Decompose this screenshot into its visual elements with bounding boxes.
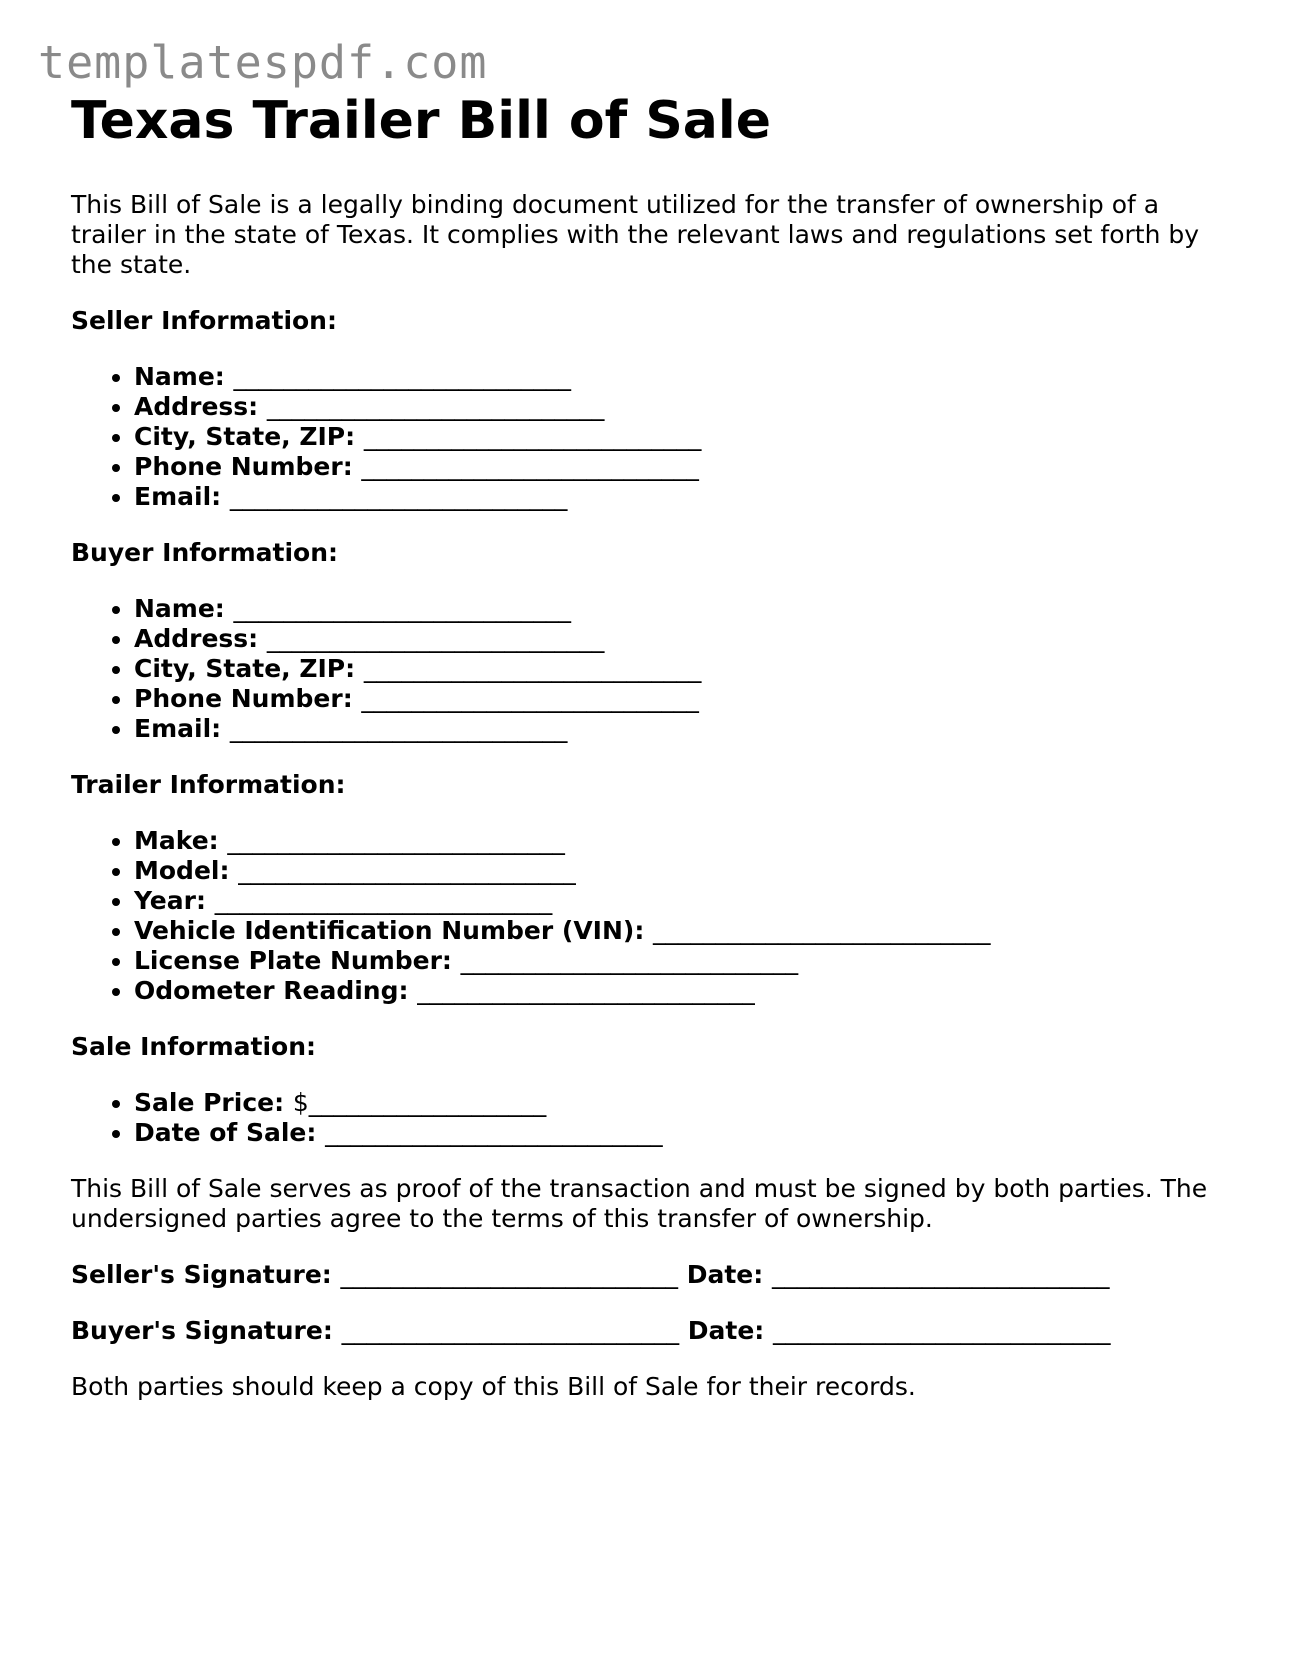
trailer-make-field: • Make: ___________________________ [134, 826, 1231, 856]
seller-email-field: • Email: ___________________________ [134, 482, 1231, 512]
seller-date-label: Date: [686, 1260, 764, 1289]
fill-blank[interactable]: ___________________________ [361, 452, 699, 481]
sale-date-field: • Date of Sale: ___________________________ [134, 1118, 1231, 1148]
closing-paragraph: This Bill of Sale serves as proof of the transaction and must be signed by both parties. The undersigned parties agree to the terms of this transfer of ownership. [71, 1174, 1208, 1233]
fill-blank[interactable]: ___________________________ [227, 826, 565, 855]
buyer-address-field: • Address: ___________________________ [134, 624, 1231, 654]
buyer-city-state-zip-field: • City, State, ZIP: ___________________________ [134, 654, 1231, 684]
seller-signature-blank[interactable]: ___________________________ [340, 1260, 679, 1289]
seller-name-field: • Name: ___________________________ [134, 362, 1231, 392]
seller-signature-row [71, 1260, 1231, 1290]
fill-blank[interactable]: ___________________________ [214, 886, 553, 915]
seller-address-field: • Address: ___________________________ [134, 392, 1231, 422]
seller-field-list [71, 362, 1231, 512]
fill-blank[interactable]: ___________________________ [460, 946, 799, 975]
watermark: templatespdf.com [38, 36, 488, 89]
fill-blank[interactable]: ___________________________ [417, 976, 755, 1005]
document-body [71, 88, 1231, 1402]
sale-field-list [71, 1088, 1231, 1148]
buyer-signature-label: Buyer's Signature: [71, 1316, 333, 1345]
buyer-section-heading: Buyer Information: [71, 538, 339, 567]
buyer-signature-row [71, 1316, 1231, 1346]
seller-signature-label: Seller's Signature: [71, 1260, 332, 1289]
fill-blank[interactable]: ___________________________ [363, 422, 702, 451]
trailer-license-plate-field: • License Plate Number: ___________________________ [134, 946, 1231, 976]
trailer-model-field: • Model: ___________________________ [134, 856, 1231, 886]
intro-paragraph: This Bill of Sale is a legally binding document utilized for the transfer of ownership of a trailer in the state of Texas. It complies with the relevant laws and regulations set forth by the state. [71, 190, 1200, 279]
seller-date-blank[interactable]: ___________________________ [771, 1260, 1110, 1289]
page-title: Texas Trailer Bill of Sale [71, 91, 771, 151]
trailer-field-list [71, 826, 1231, 1006]
fill-blank[interactable]: ___________________________ [653, 916, 991, 945]
trailer-vin-field: • Vehicle Identification Number (VIN): ___________________________ [134, 916, 1231, 946]
fill-blank[interactable]: $___________________ [292, 1088, 547, 1117]
seller-section-heading: Seller Information: [71, 306, 337, 335]
trailer-section-heading: Trailer Information: [71, 770, 346, 799]
seller-phone-field: • Phone Number: ___________________________ [134, 452, 1231, 482]
seller-city-state-zip-field: • City, State, ZIP: ___________________________ [134, 422, 1231, 452]
buyer-signature-blank[interactable]: ___________________________ [341, 1316, 680, 1345]
sale-price-field: • Sale Price: $___________________ [134, 1088, 1231, 1118]
buyer-phone-field: • Phone Number: ___________________________ [134, 684, 1231, 714]
fill-blank[interactable]: ___________________________ [229, 482, 568, 511]
trailer-odometer-field: • Odometer Reading: ___________________________ [134, 976, 1231, 1006]
fill-blank[interactable]: ___________________________ [266, 392, 605, 421]
fill-blank[interactable]: ___________________________ [266, 624, 605, 653]
fill-blank[interactable]: ___________________________ [233, 594, 572, 623]
fill-blank[interactable]: ___________________________ [238, 856, 576, 885]
fill-blank[interactable]: ___________________________ [229, 714, 568, 743]
buyer-date-label: Date: [687, 1316, 765, 1345]
buyer-field-list [71, 594, 1231, 744]
fill-blank[interactable]: ___________________________ [361, 684, 699, 713]
trailer-year-field: • Year: ___________________________ [134, 886, 1231, 916]
buyer-date-blank[interactable]: ___________________________ [773, 1316, 1111, 1345]
sale-section-heading: Sale Information: [71, 1032, 316, 1061]
buyer-email-field: • Email: ___________________________ [134, 714, 1231, 744]
fill-blank[interactable]: ___________________________ [325, 1118, 663, 1147]
fill-blank[interactable]: ___________________________ [363, 654, 702, 683]
buyer-name-field: • Name: ___________________________ [134, 594, 1231, 624]
fill-blank[interactable]: ___________________________ [233, 362, 572, 391]
final-note: Both parties should keep a copy of this Bill of Sale for their records. [71, 1372, 916, 1401]
